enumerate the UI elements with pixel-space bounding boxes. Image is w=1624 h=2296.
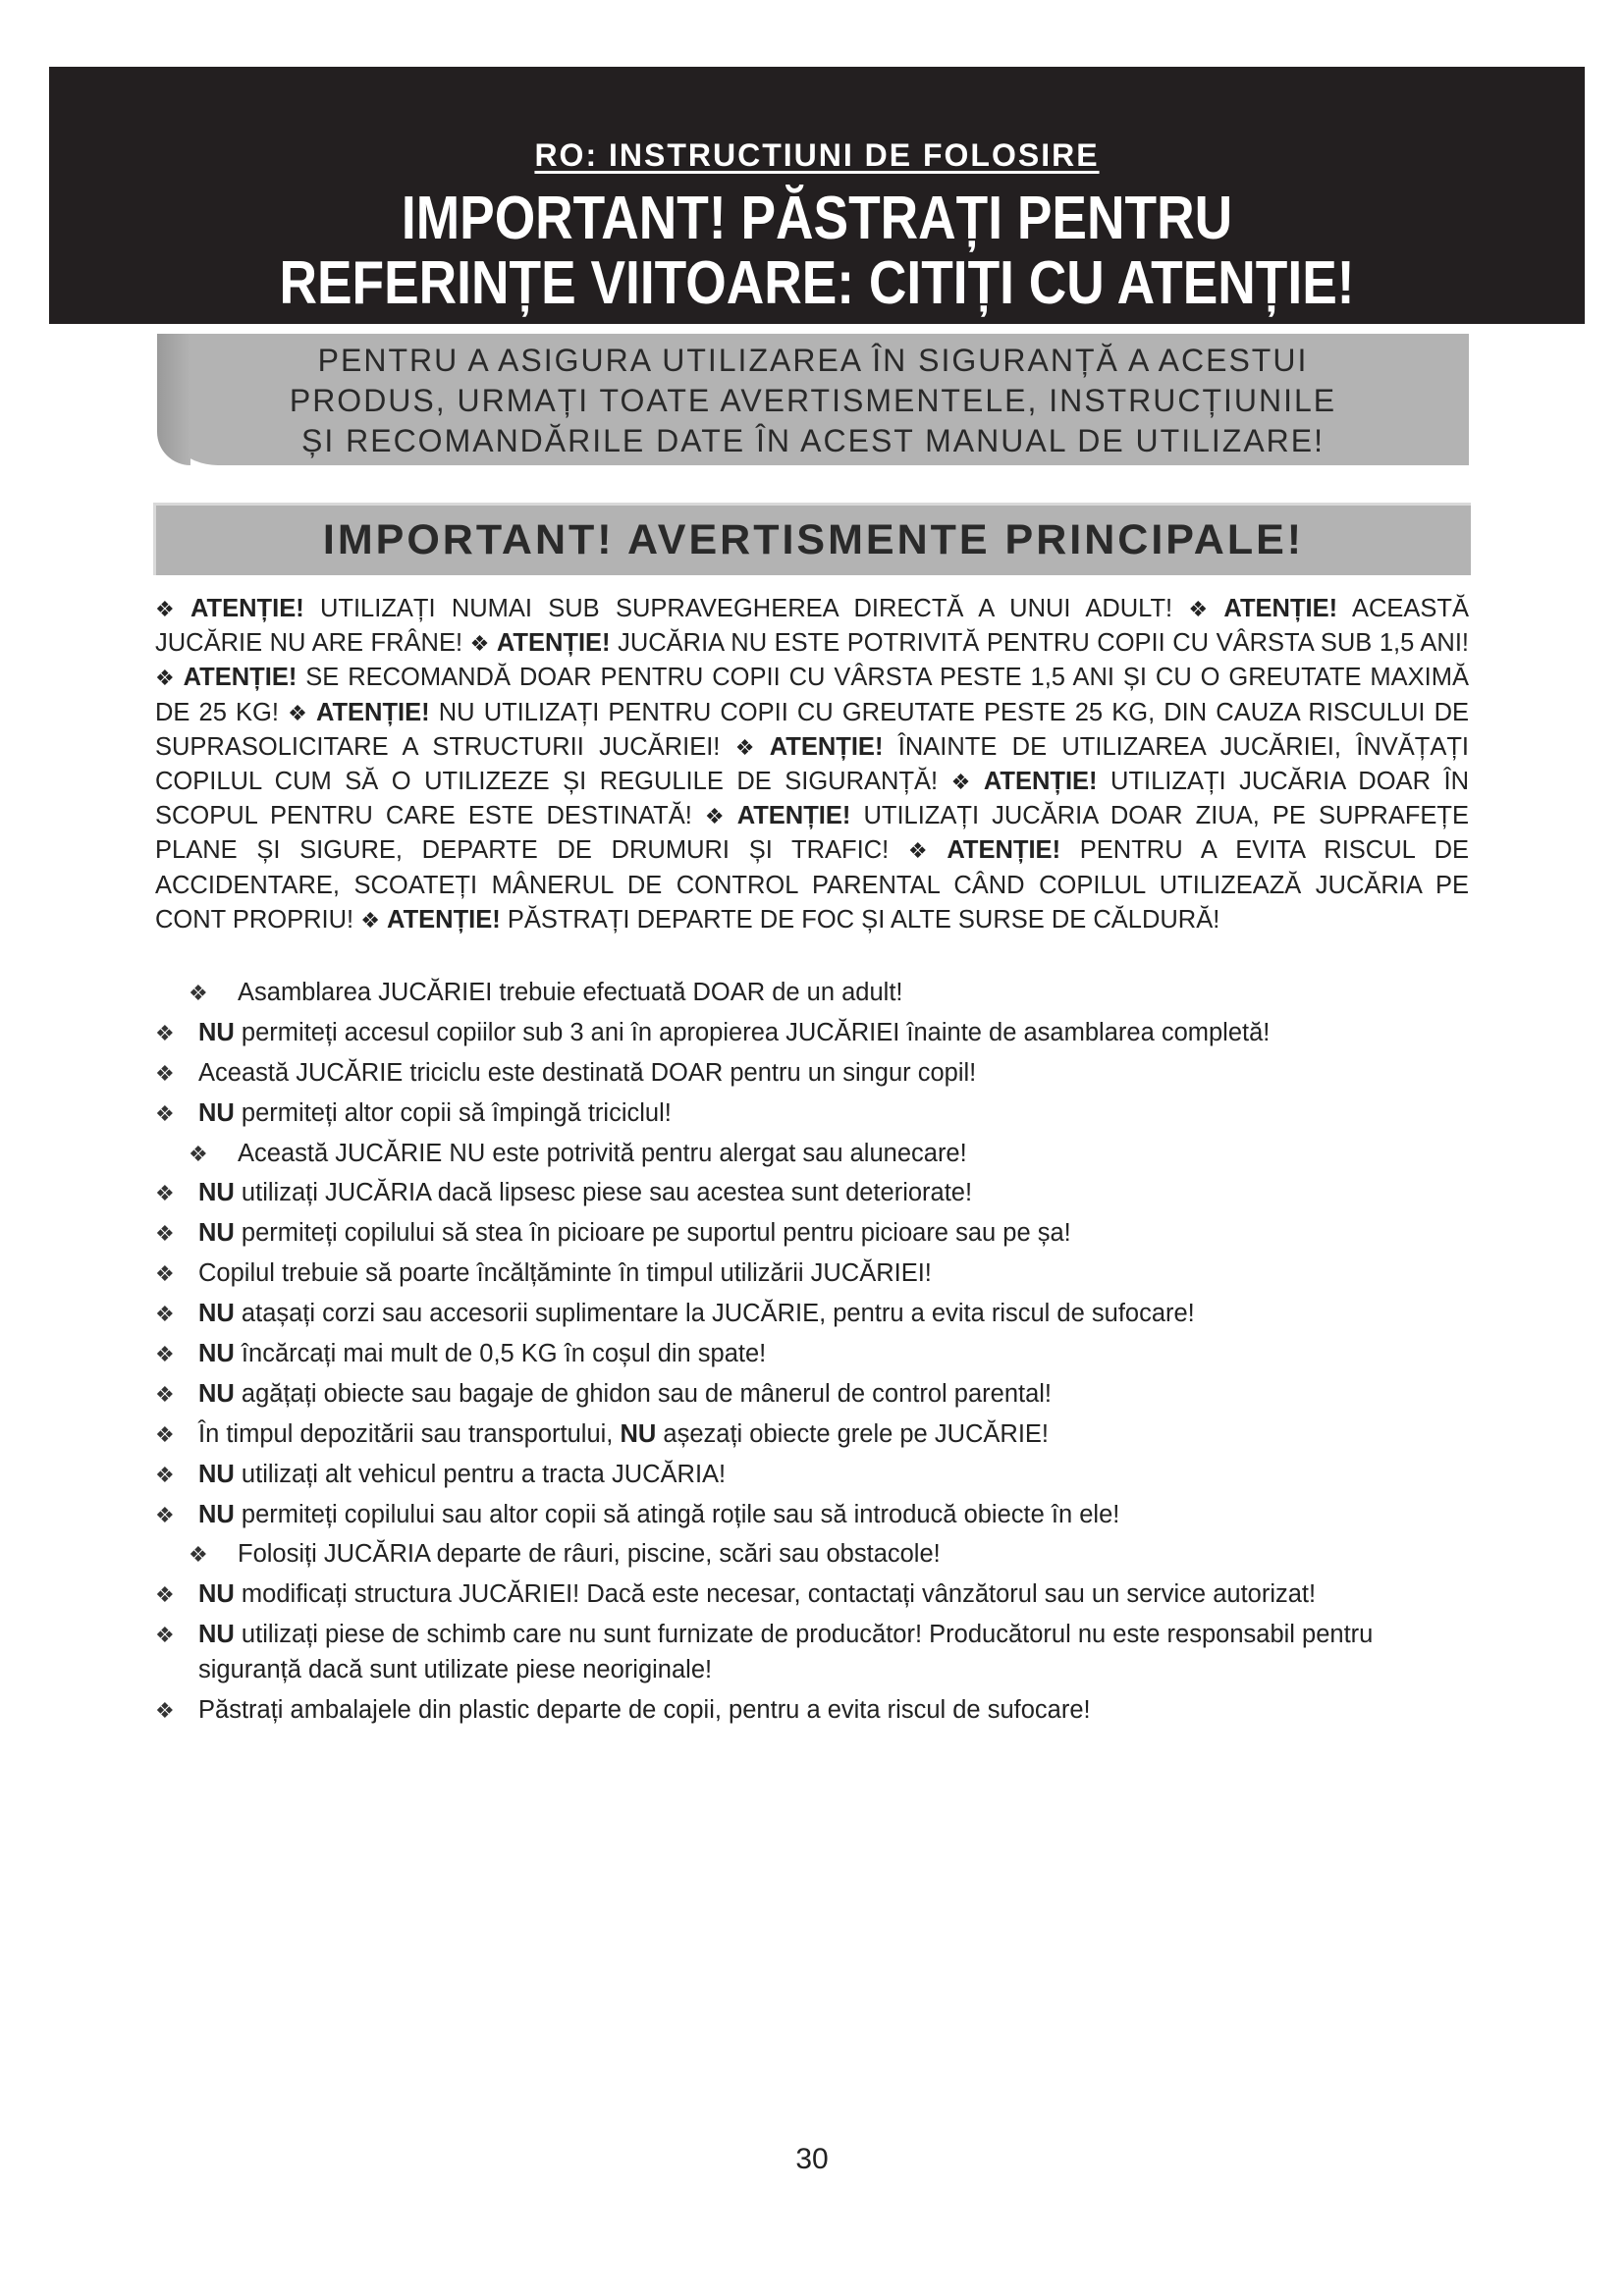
list-item-emphasis: NU	[198, 1219, 235, 1248]
page-title	[156, 187, 1477, 316]
page-number: 30	[795, 2143, 829, 2175]
list-item-text: Această JUCĂRIE triciclu este destinată DOAR pentru un singur copil!	[198, 1058, 977, 1087]
diamond-bullet-icon: ❖	[155, 597, 175, 621]
diamond-bullet-icon: ❖	[469, 631, 490, 657]
list-item	[155, 1016, 1471, 1051]
list-item	[155, 1337, 1471, 1372]
attention-warning-text: UTILIZAȚI JUCĂRIA DOAR ZIUA, PE SUPRAFEȚE PLANE ȘI SIGURE, DEPARTE DE DRUMURI ȘI TRAFIC!	[155, 802, 1470, 865]
list-item	[155, 1256, 1471, 1292]
diamond-bullet-icon: ❖	[907, 838, 928, 864]
list-item-emphasis: NU	[198, 1018, 235, 1046]
list-item	[155, 1498, 1471, 1533]
list-item	[155, 1216, 1471, 1252]
list-item-text: Copilul trebuie să poarte încălțăminte în timpul utilizării JUCĂRIEI!	[198, 1259, 932, 1288]
list-item-emphasis: NU	[198, 1340, 235, 1368]
diamond-bullet-icon: ❖	[288, 700, 307, 725]
list-item-emphasis: NU	[198, 1580, 235, 1609]
list-item-text: permiteți accesul copiilor sub 3 ani în apropierea JUCĂRIEI înainte de asamblarea completă!	[234, 1018, 1271, 1046]
attention-label: ATENȚIE!	[190, 595, 304, 622]
attention-label: ATENȚIE!	[983, 768, 1098, 796]
list-item-emphasis: NU	[198, 1621, 235, 1649]
warnings-section-header	[153, 503, 1471, 575]
intro-line-3: ȘI RECOMANDĂRILE DATE ÎN ACEST MANUAL DE UTILIZARE!	[300, 423, 1326, 458]
list-item-text: permiteți copilului sau altor copii să atingă roțile sau să introducă obiecte în ele!	[234, 1500, 1120, 1528]
diamond-bullet-icon: ❖	[155, 1342, 175, 1367]
list-item-emphasis: NU	[198, 1500, 235, 1528]
warnings-section-title: IMPORTANT! AVERTISMENTE PRINCIPALE!	[322, 516, 1305, 563]
diamond-bullet-icon: ❖	[155, 1100, 175, 1126]
intro-box	[157, 334, 1469, 465]
attention-warnings-paragraph	[155, 592, 1469, 937]
diamond-bullet-icon: ❖	[704, 804, 725, 829]
title-line-2: REFERINȚE VIITOARE: CITIȚI CU ATENȚIE!	[279, 249, 1355, 317]
list-item	[155, 1176, 1471, 1211]
attention-warning-text: NU UTILIZAȚI PENTRU COPII CU GREUTATE PESTE 25 KG, DIN CAUZA RISCULUI DE SUPRASOLICITARE A STRUCTURII JUCĂRIEI!	[155, 698, 1469, 761]
safety-instructions-list	[155, 976, 1471, 1734]
attention-warning-text: ACEASTĂ JUCĂRIE NU ARE FRÂNE!	[155, 595, 1470, 658]
diamond-bullet-icon: ❖	[155, 1221, 175, 1247]
list-item-emphasis: NU	[620, 1419, 657, 1448]
attention-label: ATENȚIE!	[736, 802, 851, 830]
diamond-bullet-icon: ❖	[155, 666, 175, 691]
list-item	[155, 976, 1471, 1011]
diamond-bullet-icon: ❖	[155, 1502, 175, 1527]
attention-label: ATENȚIE!	[496, 629, 611, 658]
list-item	[155, 1693, 1471, 1729]
diamond-bullet-icon: ❖	[155, 1302, 175, 1327]
list-item	[155, 1577, 1471, 1613]
list-item	[155, 1458, 1471, 1493]
list-item-text: așezați obiecte grele pe JUCĂRIE!	[656, 1419, 1050, 1448]
diamond-bullet-icon: ❖	[734, 734, 755, 760]
diamond-bullet-icon: ❖	[155, 1181, 175, 1206]
diamond-bullet-icon: ❖	[155, 1697, 175, 1723]
list-item-text: Asamblarea JUCĂRIEI trebuie efectuată DOAR de un adult!	[238, 979, 903, 1006]
list-item-text: permiteți altor copii să împingă triciclul!	[234, 1098, 672, 1127]
attention-warning-text: JUCĂRIA NU ESTE POTRIVITĂ PENTRU COPII CU VÂRSTA SUB 1,5 ANI!	[610, 629, 1469, 658]
attention-warning-text: UTILIZAȚI NUMAI SUB SUPRAVEGHEREA DIRECTĂ A UNUI ADULT!	[303, 595, 1189, 622]
attention-label: ATENȚIE!	[947, 836, 1061, 865]
list-item-emphasis: NU	[198, 1460, 235, 1488]
diamond-bullet-icon: ❖	[155, 1421, 175, 1447]
title-line-1: IMPORTANT! PĂSTRAȚI PENTRU	[401, 185, 1233, 252]
diamond-bullet-icon: ❖	[950, 770, 971, 795]
list-item-text: utilizați alt vehicul pentru a tracta JUCĂRIA!	[234, 1460, 727, 1488]
diamond-bullet-icon: ❖	[189, 981, 208, 1005]
attention-warning-text: PENTRU A EVITA RISCUL DE ACCIDENTARE, SCOATEȚI MÂNERUL DE CONTROL PARENTAL CÂND COPILUL UTILIZEAZĂ JUCĂRIA PE CONT PROPRIU!	[155, 836, 1470, 934]
list-item-text: Folosiți JUCĂRIA departe de râuri, piscine, scări sau obstacole!	[238, 1540, 941, 1569]
list-item-emphasis: NU	[198, 1379, 235, 1408]
list-item	[155, 1417, 1471, 1453]
list-item-text: Păstrați ambalajele din plastic departe de copii, pentru a evita riscul de sufocare!	[198, 1695, 1091, 1724]
attention-warning-text: UTILIZAȚI JUCĂRIA DOAR ÎN SCOPUL PENTRU CARE ESTE DESTINATĂ!	[155, 768, 1469, 830]
list-item-text: modificați structura JUCĂRIEI! Dacă este necesar, contactați vânzătorul sau un service autorizat!	[234, 1580, 1317, 1609]
list-item	[155, 1377, 1471, 1413]
list-item	[155, 1056, 1471, 1092]
attention-label: ATENȚIE!	[1223, 595, 1338, 622]
list-item-text: În timpul depozitării sau transportului,	[198, 1419, 621, 1448]
diamond-bullet-icon: ❖	[155, 1020, 175, 1045]
attention-label: ATENȚIE!	[315, 698, 430, 726]
list-item	[155, 1537, 1471, 1573]
intro-text	[157, 341, 1469, 461]
attention-label: ATENȚIE!	[769, 732, 884, 761]
diamond-bullet-icon: ❖	[155, 1623, 175, 1648]
diamond-bullet-icon: ❖	[1188, 597, 1209, 621]
list-item-emphasis: NU	[198, 1300, 235, 1328]
list-item-text: agățați obiecte sau bagaje de ghidon sau de mânerul de control parental!	[234, 1379, 1053, 1408]
attention-warning-text: ÎNAINTE DE UTILIZAREA JUCĂRIEI, ÎNVĂȚAȚI COPILUL CUM SĂ O UTILIZEZE ȘI REGULILE DE SIGURANȚĂ!	[155, 732, 1469, 796]
diamond-bullet-icon: ❖	[155, 1462, 175, 1487]
list-item-text: atașați corzi sau accesorii suplimentare la JUCĂRIE, pentru a evita riscul de sufocare!	[234, 1300, 1195, 1328]
list-item	[155, 1618, 1471, 1687]
intro-line-2: PRODUS, URMAȚI TOATE AVERTISMENTELE, INSTRUCȚIUNILE	[289, 383, 1337, 418]
attention-warning-text: SE RECOMANDĂ DOAR PENTRU COPII CU VÂRSTA PESTE 1,5 ANI ȘI CU O GREUTATE MAXIMĂ DE 25 KG!	[155, 664, 1469, 726]
list-item	[155, 1137, 1471, 1172]
diamond-bullet-icon: ❖	[360, 907, 380, 933]
list-item-text: încărcați mai mult de 0,5 KG în coșul din spate!	[234, 1340, 767, 1368]
attention-warning-text: PĂSTRAȚI DEPARTE DE FOC ȘI ALTE SURSE DE CĂLDURĂ!	[500, 905, 1220, 934]
diamond-bullet-icon: ❖	[189, 1542, 208, 1568]
list-item-emphasis: NU	[198, 1098, 235, 1127]
list-item	[155, 1096, 1471, 1132]
list-item-text: permiteți copilului să stea în picioare pe suportul pentru picioare sau pe șa!	[234, 1219, 1071, 1248]
list-item-emphasis: NU	[198, 1179, 235, 1207]
list-item-text: Această JUCĂRIE NU este potrivită pentru alergat sau alunecare!	[238, 1139, 967, 1167]
list-item	[155, 1297, 1471, 1332]
diamond-bullet-icon: ❖	[155, 1381, 175, 1407]
attention-label: ATENȚIE!	[183, 664, 298, 692]
diamond-bullet-icon: ❖	[155, 1582, 175, 1608]
list-item-text: utilizați piese de schimb care nu sunt furnizate de producător! Producătorul nu este responsabil pentru siguranță dacă sunt utilizate piese neoriginale!	[198, 1621, 1374, 1683]
attention-label: ATENȚIE!	[387, 905, 501, 934]
diamond-bullet-icon: ❖	[189, 1141, 208, 1166]
diamond-bullet-icon: ❖	[155, 1261, 175, 1287]
language-section-title: RO: INSTRUCTIUNI DE FOLOSIRE	[534, 137, 1100, 173]
header-band	[49, 67, 1585, 324]
diamond-bullet-icon: ❖	[155, 1060, 175, 1086]
intro-line-1: PENTRU A ASIGURA UTILIZAREA ÎN SIGURANȚĂ A ACESTUI	[317, 343, 1309, 378]
list-item-text: utilizați JUCĂRIA dacă lipsesc piese sau acestea sunt deteriorate!	[234, 1179, 973, 1207]
